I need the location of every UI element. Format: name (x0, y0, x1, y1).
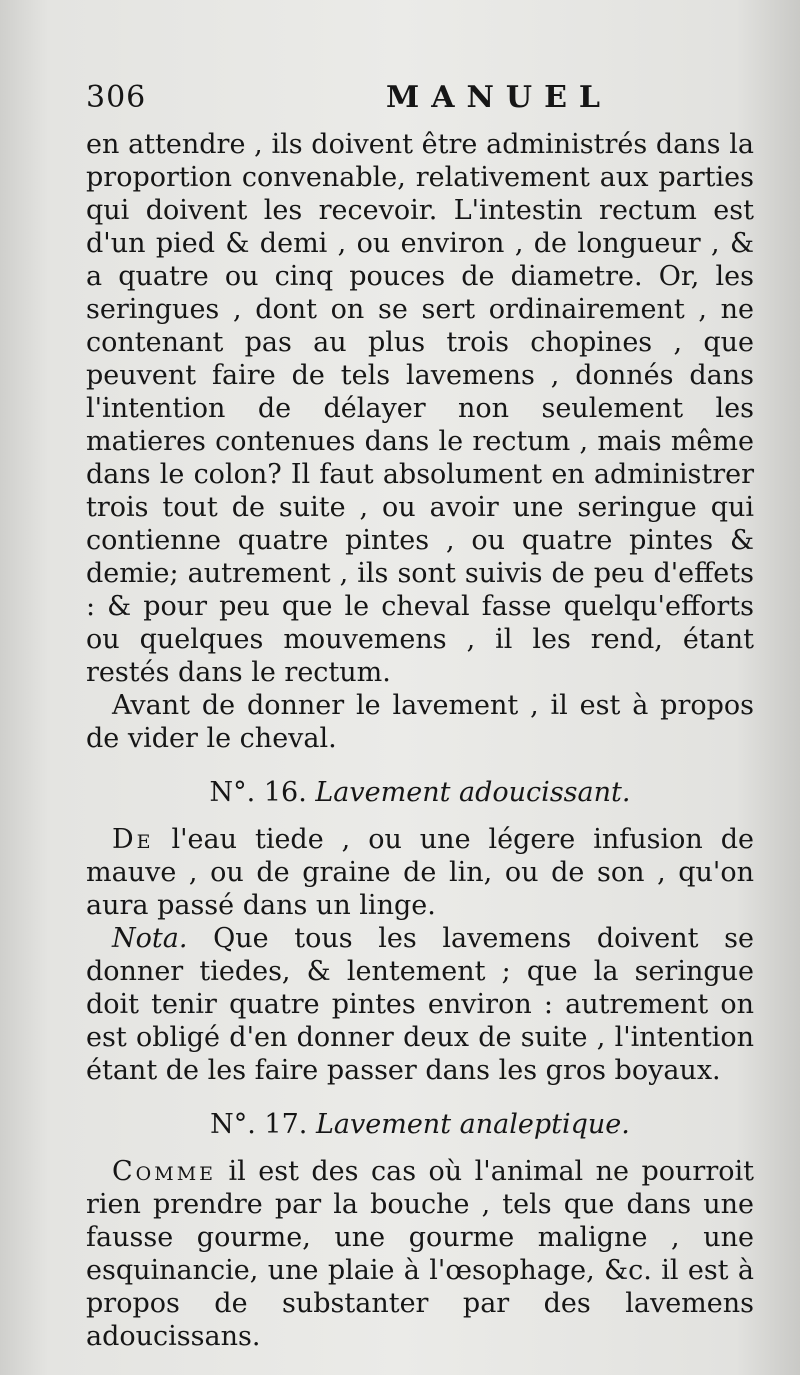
section-title: Lavement adoucissant. (315, 777, 631, 808)
recipe-paragraph (86, 823, 754, 922)
running-title: MANUEL (386, 80, 613, 115)
recipe-text: l'eau tiede , ou une légere infusion de mauve , ou de graine de lin, ou de son , qu'on aura passé dans un linge. (86, 824, 754, 921)
lead-word: Comme (112, 1156, 217, 1187)
section-number: N°. 17. (210, 1109, 308, 1140)
section-heading-16 (86, 773, 754, 813)
page-number: 306 (86, 80, 147, 115)
section-heading-17 (86, 1105, 754, 1145)
recipe-text: il est des cas où l'animal ne pourroit rien prendre par la bouche , tels que dans une fausse gourme, une gourme maligne , une esquinancie, une plaie à l'œsophage, &c. il est à propos de substanter par des lavemens adoucissans. (86, 1156, 754, 1352)
paragraph-avant: Avant de donner le lavement , il est à propos de vider le cheval. (86, 690, 754, 754)
recipe-paragraph (86, 1155, 754, 1353)
page-header (86, 80, 766, 124)
section-title: Lavement analeptique. (315, 1109, 630, 1140)
page-body (86, 128, 754, 1353)
nota-label: Nota. (112, 923, 188, 954)
lead-word: De (112, 824, 154, 855)
nota-text: Que tous les lavemens doivent se donner tiedes, & lentement ; que la seringue doit tenir quatre pintes environ : autrement on est obligé d'en donner deux de suite , l'intention étant de les faire passer dans les gros boyaux. (86, 923, 754, 1086)
nota-paragraph (86, 922, 754, 1087)
paragraph-continuation: en attendre , ils doivent être administrés dans la proportion convenable, relativement aux parties qui doivent les recevoir. L'intestin rectum est d'un pied & demi , ou environ , de longueur , & a quatre ou cinq pouces de diametre. Or, les seringues , dont on se sert ordinairement , ne contenant pas au plus trois chopines , que peuvent faire de tels lavemens , donnés dans l'intention de délayer non seulement les matieres contenues dans le rectum , mais même dans le colon? Il faut absolument en administrer trois tout de suite , ou avoir une seringue qui contienne quatre pintes , ou quatre pintes & demie; autrement , ils sont suivis de peu d'effets : & pour peu que le cheval fasse quelqu'efforts ou quelques mouvemens , il les rend, étant restés dans le rectum. (86, 129, 754, 688)
section-number: N°. 16. (209, 777, 307, 808)
